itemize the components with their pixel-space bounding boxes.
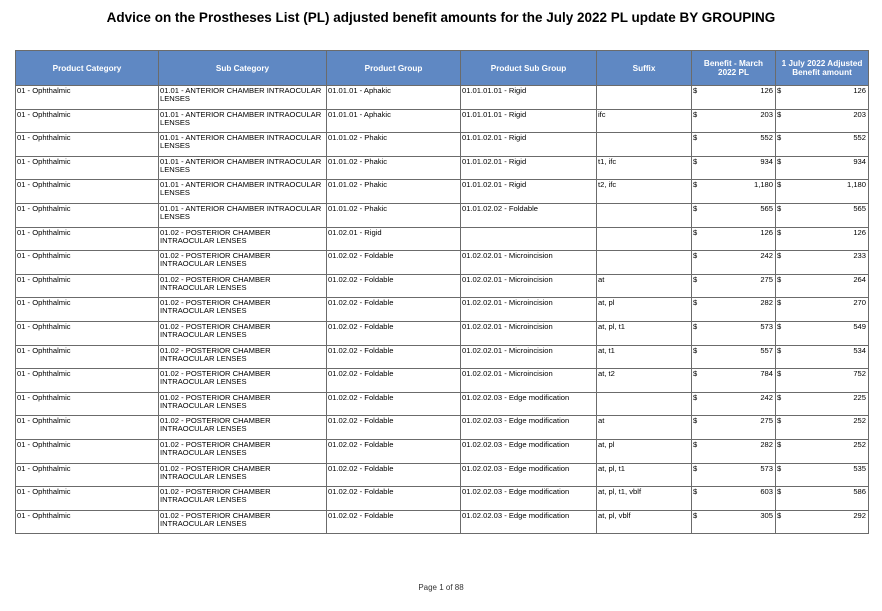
cell-sub-category: 01.02 - POSTERIOR CHAMBER INTRAOCULAR LENSES: [159, 227, 327, 251]
amount-benefit-july: 126: [853, 86, 866, 95]
cell-product-sub-group: [461, 227, 597, 251]
amount-benefit-march: 282: [760, 298, 773, 308]
cell-product-category: 01 - Ophthalmic: [16, 369, 159, 393]
cell-product-group: 01.02.02 - Foldable: [327, 416, 461, 440]
currency-symbol: $: [693, 274, 698, 284]
amount-benefit-july: 1,180: [846, 180, 866, 190]
currency-symbol: $: [777, 274, 782, 284]
table-row: [16, 392, 869, 416]
cell-sub-category: 01.02 - POSTERIOR CHAMBER INTRAOCULAR LENSES: [159, 463, 327, 487]
cell-product-sub-group: 01.01.01.01 - Rigid: [461, 109, 597, 133]
currency-symbol: $: [693, 321, 698, 331]
amount-benefit-march: 1,180: [753, 180, 773, 190]
cell-benefit-july: [776, 463, 869, 487]
cell-product-sub-group: 01.02.02.01 - Microincision: [461, 369, 597, 393]
cell-product-category: 01 - Ophthalmic: [16, 487, 159, 511]
cell-benefit-march: [692, 227, 776, 251]
cell-product-category: 01 - Ophthalmic: [16, 345, 159, 369]
cell-product-sub-group: 01.02.02.01 - Microincision: [461, 274, 597, 298]
cell-benefit-july: [776, 321, 869, 345]
column-header-benefit-july: 1 July 2022 Adjusted Benefit amount: [776, 51, 869, 86]
amount-benefit-march: 282: [760, 439, 773, 449]
cell-benefit-july: [776, 156, 869, 180]
cell-suffix: at, pl, vblf: [597, 510, 692, 534]
column-header-benefit-march: Benefit - March 2022 PL: [692, 51, 776, 86]
cell-product-sub-group: 01.02.02.01 - Microincision: [461, 251, 597, 275]
amount-benefit-july: 225: [853, 392, 866, 402]
table-row: [16, 463, 869, 487]
cell-benefit-march: [692, 156, 776, 180]
cell-product-category: 01 - Ophthalmic: [16, 439, 159, 463]
cell-product-group: 01.02.02 - Foldable: [327, 439, 461, 463]
cell-suffix: t2, ifc: [597, 180, 692, 204]
cell-product-sub-group: 01.01.02.01 - Rigid: [461, 133, 597, 157]
cell-benefit-july: [776, 227, 869, 251]
page-number: Page 1 of 88: [418, 583, 464, 592]
currency-symbol: $: [777, 369, 782, 379]
currency-symbol: $: [777, 463, 782, 473]
currency-symbol: $: [777, 133, 782, 143]
column-header-sub-category: Sub Category: [159, 51, 327, 86]
currency-symbol: $: [693, 345, 698, 355]
cell-product-group: 01.02.02 - Foldable: [327, 392, 461, 416]
cell-product-sub-group: 01.01.01.01 - Rigid: [461, 86, 597, 110]
amount-benefit-july: 752: [853, 369, 866, 379]
currency-symbol: $: [693, 392, 698, 402]
currency-symbol: $: [777, 203, 782, 213]
amount-benefit-march: 203: [760, 109, 773, 119]
cell-suffix: [597, 251, 692, 275]
cell-product-group: 01.01.02 - Phakic: [327, 203, 461, 227]
cell-product-sub-group: 01.01.02.02 - Foldable: [461, 203, 597, 227]
currency-symbol: $: [693, 251, 698, 261]
currency-symbol: $: [777, 156, 782, 166]
cell-suffix: at: [597, 416, 692, 440]
amount-benefit-march: 126: [760, 86, 773, 95]
cell-product-category: 01 - Ophthalmic: [16, 156, 159, 180]
currency-symbol: $: [693, 86, 698, 95]
cell-product-group: 01.02.02 - Foldable: [327, 369, 461, 393]
cell-suffix: [597, 86, 692, 110]
cell-benefit-july: [776, 392, 869, 416]
cell-benefit-march: [692, 298, 776, 322]
cell-product-group: 01.02.01 - Rigid: [327, 227, 461, 251]
cell-benefit-march: [692, 274, 776, 298]
table-row: [16, 416, 869, 440]
cell-benefit-march: [692, 439, 776, 463]
currency-symbol: $: [693, 510, 698, 520]
cell-benefit-july: [776, 416, 869, 440]
cell-suffix: at, pl, t1: [597, 463, 692, 487]
cell-suffix: [597, 392, 692, 416]
cell-benefit-march: [692, 510, 776, 534]
currency-symbol: $: [777, 180, 782, 190]
cell-benefit-march: [692, 180, 776, 204]
currency-symbol: $: [693, 109, 698, 119]
currency-symbol: $: [777, 251, 782, 261]
cell-sub-category: 01.02 - POSTERIOR CHAMBER INTRAOCULAR LENSES: [159, 416, 327, 440]
cell-product-category: 01 - Ophthalmic: [16, 180, 159, 204]
cell-product-category: 01 - Ophthalmic: [16, 203, 159, 227]
amount-benefit-july: 565: [853, 203, 866, 213]
currency-symbol: $: [777, 510, 782, 520]
cell-benefit-july: [776, 369, 869, 393]
cell-product-category: 01 - Ophthalmic: [16, 298, 159, 322]
cell-benefit-march: [692, 463, 776, 487]
cell-product-group: 01.01.02 - Phakic: [327, 133, 461, 157]
cell-sub-category: 01.02 - POSTERIOR CHAMBER INTRAOCULAR LENSES: [159, 298, 327, 322]
amount-benefit-july: 549: [853, 321, 866, 331]
cell-sub-category: 01.01 - ANTERIOR CHAMBER INTRAOCULAR LENSES: [159, 133, 327, 157]
currency-symbol: $: [693, 487, 698, 497]
cell-product-category: 01 - Ophthalmic: [16, 227, 159, 251]
currency-symbol: $: [693, 133, 698, 143]
table-row: [16, 487, 869, 511]
currency-symbol: $: [693, 463, 698, 473]
currency-symbol: $: [693, 203, 698, 213]
currency-symbol: $: [777, 227, 782, 237]
column-header-product-category: Product Category: [16, 51, 159, 86]
cell-product-sub-group: 01.01.02.01 - Rigid: [461, 156, 597, 180]
amount-benefit-july: 534: [853, 345, 866, 355]
cell-sub-category: 01.01 - ANTERIOR CHAMBER INTRAOCULAR LENSES: [159, 109, 327, 133]
column-header-product-group: Product Group: [327, 51, 461, 86]
cell-sub-category: 01.02 - POSTERIOR CHAMBER INTRAOCULAR LENSES: [159, 510, 327, 534]
table-row: [16, 180, 869, 204]
cell-product-sub-group: 01.02.02.03 - Edge modification: [461, 487, 597, 511]
cell-product-group: 01.02.02 - Foldable: [327, 463, 461, 487]
cell-product-group: 01.02.02 - Foldable: [327, 251, 461, 275]
amount-benefit-march: 126: [760, 227, 773, 237]
cell-suffix: at, pl, t1, vblf: [597, 487, 692, 511]
table-row: [16, 510, 869, 534]
cell-benefit-july: [776, 203, 869, 227]
table-row: [16, 345, 869, 369]
amount-benefit-july: 252: [853, 439, 866, 449]
cell-suffix: ifc: [597, 109, 692, 133]
amount-benefit-march: 573: [760, 463, 773, 473]
amount-benefit-march: 603: [760, 487, 773, 497]
table-row: [16, 86, 869, 110]
cell-suffix: at, pl: [597, 439, 692, 463]
table-row: [16, 156, 869, 180]
amount-benefit-july: 252: [853, 416, 866, 426]
amount-benefit-march: 784: [760, 369, 773, 379]
cell-sub-category: 01.02 - POSTERIOR CHAMBER INTRAOCULAR LENSES: [159, 321, 327, 345]
currency-symbol: $: [693, 180, 698, 190]
currency-symbol: $: [693, 156, 698, 166]
amount-benefit-july: 934: [853, 156, 866, 166]
currency-symbol: $: [777, 416, 782, 426]
cell-benefit-march: [692, 203, 776, 227]
cell-sub-category: 01.02 - POSTERIOR CHAMBER INTRAOCULAR LENSES: [159, 439, 327, 463]
cell-product-group: 01.02.02 - Foldable: [327, 321, 461, 345]
cell-product-group: 01.01.02 - Phakic: [327, 180, 461, 204]
amount-benefit-july: 203: [853, 109, 866, 119]
amount-benefit-july: 586: [853, 487, 866, 497]
cell-suffix: at: [597, 274, 692, 298]
cell-benefit-march: [692, 321, 776, 345]
cell-suffix: [597, 133, 692, 157]
currency-symbol: $: [777, 487, 782, 497]
document-title: Advice on the Prostheses List (PL) adjusted benefit amounts for the July 2022 PL update BY GROUPING: [106, 10, 776, 25]
cell-benefit-july: [776, 510, 869, 534]
cell-sub-category: 01.01 - ANTERIOR CHAMBER INTRAOCULAR LENSES: [159, 86, 327, 110]
cell-suffix: at, t1: [597, 345, 692, 369]
cell-product-sub-group: 01.02.02.01 - Microincision: [461, 298, 597, 322]
amount-benefit-july: 535: [853, 463, 866, 473]
amount-benefit-july: 552: [853, 133, 866, 143]
cell-product-category: 01 - Ophthalmic: [16, 109, 159, 133]
table-row: [16, 203, 869, 227]
cell-benefit-july: [776, 86, 869, 110]
cell-product-sub-group: 01.01.02.01 - Rigid: [461, 180, 597, 204]
amount-benefit-march: 242: [760, 392, 773, 402]
cell-suffix: at, t2: [597, 369, 692, 393]
cell-product-sub-group: 01.02.02.03 - Edge modification: [461, 439, 597, 463]
amount-benefit-march: 242: [760, 251, 773, 261]
amount-benefit-july: 292: [853, 510, 866, 520]
currency-symbol: $: [777, 392, 782, 402]
amount-benefit-july: 264: [853, 274, 866, 284]
cell-product-sub-group: 01.02.02.01 - Microincision: [461, 345, 597, 369]
table-row: [16, 369, 869, 393]
currency-symbol: $: [777, 439, 782, 449]
amount-benefit-march: 305: [760, 510, 773, 520]
column-header-suffix: Suffix: [597, 51, 692, 86]
amount-benefit-march: 275: [760, 416, 773, 426]
currency-symbol: $: [693, 298, 698, 308]
cell-product-sub-group: 01.02.02.01 - Microincision: [461, 321, 597, 345]
amount-benefit-july: 270: [853, 298, 866, 308]
table-row: [16, 133, 869, 157]
cell-sub-category: 01.01 - ANTERIOR CHAMBER INTRAOCULAR LENSES: [159, 180, 327, 204]
amount-benefit-july: 126: [853, 227, 866, 237]
cell-benefit-march: [692, 369, 776, 393]
cell-benefit-july: [776, 487, 869, 511]
table-header-row: [16, 51, 869, 86]
cell-product-sub-group: 01.02.02.03 - Edge modification: [461, 463, 597, 487]
currency-symbol: $: [777, 86, 782, 95]
amount-benefit-march: 275: [760, 274, 773, 284]
cell-benefit-march: [692, 109, 776, 133]
cell-suffix: [597, 227, 692, 251]
table-row: [16, 274, 869, 298]
currency-symbol: $: [693, 416, 698, 426]
cell-product-group: 01.02.02 - Foldable: [327, 298, 461, 322]
cell-sub-category: 01.02 - POSTERIOR CHAMBER INTRAOCULAR LENSES: [159, 274, 327, 298]
cell-benefit-july: [776, 274, 869, 298]
cell-benefit-july: [776, 109, 869, 133]
cell-product-group: 01.02.02 - Foldable: [327, 345, 461, 369]
cell-sub-category: 01.01 - ANTERIOR CHAMBER INTRAOCULAR LENSES: [159, 156, 327, 180]
cell-benefit-july: [776, 298, 869, 322]
cell-suffix: [597, 203, 692, 227]
cell-product-category: 01 - Ophthalmic: [16, 463, 159, 487]
cell-product-category: 01 - Ophthalmic: [16, 86, 159, 110]
cell-product-category: 01 - Ophthalmic: [16, 274, 159, 298]
cell-benefit-march: [692, 416, 776, 440]
cell-sub-category: 01.01 - ANTERIOR CHAMBER INTRAOCULAR LENSES: [159, 203, 327, 227]
cell-product-sub-group: 01.02.02.03 - Edge modification: [461, 510, 597, 534]
amount-benefit-july: 233: [853, 251, 866, 261]
cell-benefit-july: [776, 180, 869, 204]
cell-sub-category: 01.02 - POSTERIOR CHAMBER INTRAOCULAR LENSES: [159, 392, 327, 416]
cell-product-group: 01.02.02 - Foldable: [327, 487, 461, 511]
cell-product-group: 01.02.02 - Foldable: [327, 274, 461, 298]
amount-benefit-march: 552: [760, 133, 773, 143]
cell-suffix: at, pl: [597, 298, 692, 322]
amount-benefit-march: 573: [760, 321, 773, 331]
currency-symbol: $: [777, 321, 782, 331]
cell-product-group: 01.01.01 - Aphakic: [327, 109, 461, 133]
cell-product-category: 01 - Ophthalmic: [16, 392, 159, 416]
cell-sub-category: 01.02 - POSTERIOR CHAMBER INTRAOCULAR LENSES: [159, 251, 327, 275]
cell-benefit-march: [692, 86, 776, 110]
table-row: [16, 109, 869, 133]
cell-suffix: t1, ifc: [597, 156, 692, 180]
table-row: [16, 298, 869, 322]
column-header-product-sub-group: Product Sub Group: [461, 51, 597, 86]
cell-sub-category: 01.02 - POSTERIOR CHAMBER INTRAOCULAR LENSES: [159, 369, 327, 393]
currency-symbol: $: [777, 109, 782, 119]
table-row: [16, 439, 869, 463]
cell-product-category: 01 - Ophthalmic: [16, 133, 159, 157]
cell-benefit-march: [692, 251, 776, 275]
cell-product-sub-group: 01.02.02.03 - Edge modification: [461, 392, 597, 416]
table-row: [16, 321, 869, 345]
cell-benefit-july: [776, 439, 869, 463]
cell-benefit-march: [692, 392, 776, 416]
currency-symbol: $: [693, 439, 698, 449]
cell-sub-category: 01.02 - POSTERIOR CHAMBER INTRAOCULAR LENSES: [159, 487, 327, 511]
amount-benefit-march: 565: [760, 203, 773, 213]
cell-benefit-march: [692, 345, 776, 369]
cell-benefit-july: [776, 345, 869, 369]
cell-product-category: 01 - Ophthalmic: [16, 416, 159, 440]
amount-benefit-march: 557: [760, 345, 773, 355]
benefit-table: [15, 50, 869, 534]
cell-product-sub-group: 01.02.02.03 - Edge modification: [461, 416, 597, 440]
cell-product-category: 01 - Ophthalmic: [16, 251, 159, 275]
cell-suffix: at, pl, t1: [597, 321, 692, 345]
cell-benefit-july: [776, 133, 869, 157]
cell-benefit-july: [776, 251, 869, 275]
amount-benefit-march: 934: [760, 156, 773, 166]
cell-benefit-march: [692, 487, 776, 511]
cell-product-category: 01 - Ophthalmic: [16, 321, 159, 345]
currency-symbol: $: [777, 345, 782, 355]
table-body: [16, 86, 869, 534]
table-row: [16, 227, 869, 251]
cell-product-group: 01.01.02 - Phakic: [327, 156, 461, 180]
cell-sub-category: 01.02 - POSTERIOR CHAMBER INTRAOCULAR LENSES: [159, 345, 327, 369]
cell-product-group: 01.02.02 - Foldable: [327, 510, 461, 534]
cell-product-category: 01 - Ophthalmic: [16, 510, 159, 534]
currency-symbol: $: [693, 369, 698, 379]
table-row: [16, 251, 869, 275]
cell-benefit-march: [692, 133, 776, 157]
cell-product-group: 01.01.01 - Aphakic: [327, 86, 461, 110]
currency-symbol: $: [777, 298, 782, 308]
currency-symbol: $: [693, 227, 698, 237]
